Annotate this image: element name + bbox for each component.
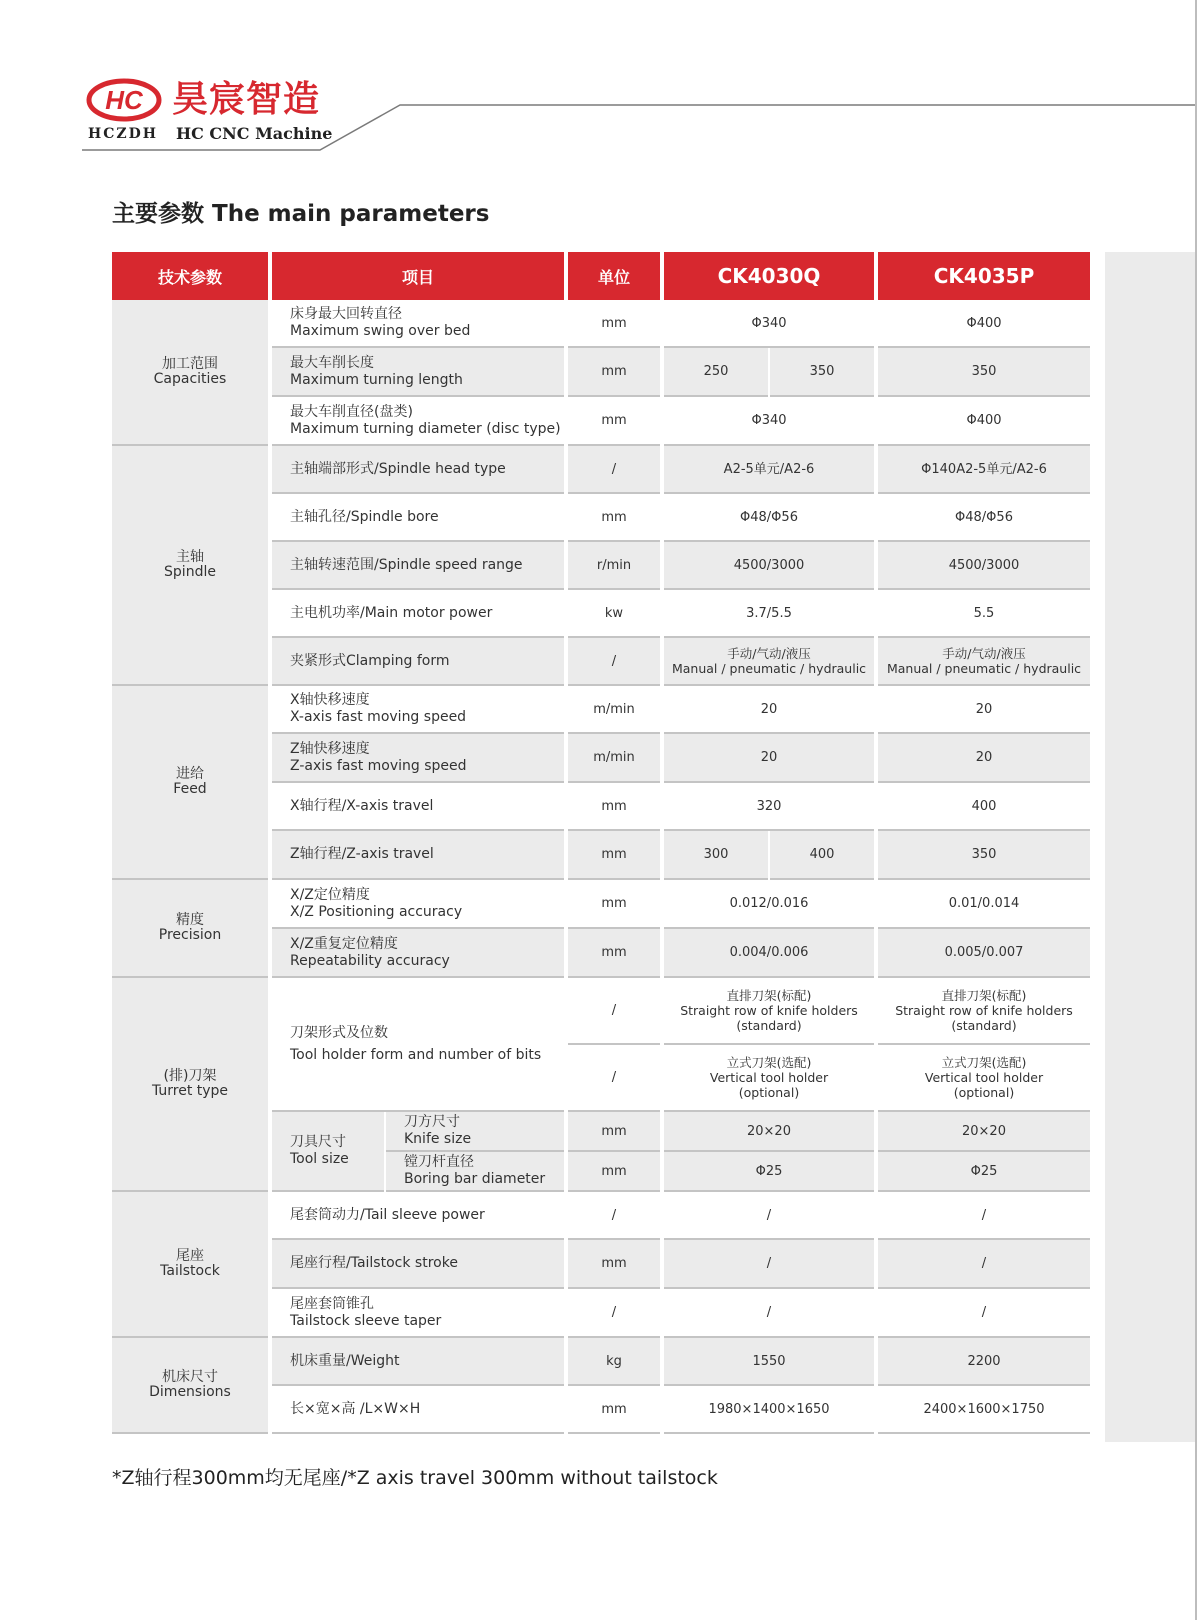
row-holder-item: 刀架形式及位数 Tool holder form and number of bits: [272, 978, 564, 1112]
row-weight-ck4030q: 1550: [664, 1338, 874, 1386]
row-tail-taper-ck4030q: /: [664, 1289, 874, 1338]
row-swing-ck4030q: Φ340: [664, 300, 874, 348]
row-holder-standard-ck4030q: 直排刀架(标配) Straight row of knife holders (standard): [664, 978, 874, 1045]
row-turn-dia-unit: mm: [568, 397, 660, 446]
row-holder-optional-ck4035p: 立式刀架(选配) Vertical tool holder (optional): [878, 1045, 1090, 1112]
row-x-travel-item: X轴行程/X-axis travel: [272, 783, 564, 831]
row-motor-unit: kw: [568, 590, 660, 638]
table-right-band: [1105, 252, 1195, 1442]
row-z-travel-unit: mm: [568, 831, 660, 880]
row-size-item: 长×宽×高 /L×W×H: [272, 1386, 564, 1434]
row-tail-stroke-ck4035p: /: [878, 1240, 1090, 1289]
row-z-speed-unit: m/min: [568, 734, 660, 783]
row-knife-size-ck4030q: 20×20: [664, 1112, 874, 1152]
row-z-travel-item: Z轴行程/Z-axis travel: [272, 831, 564, 880]
row-boring-bar-ck4035p: Φ25: [878, 1152, 1090, 1192]
group-capacities: 加工范围 Capacities: [112, 300, 268, 446]
header-tech-params: 技术参数: [112, 252, 268, 300]
row-swing-item: 床身最大回转直径 Maximum swing over bed: [272, 300, 564, 348]
row-turn-dia-item: 最大车削直径(盘类) Maximum turning diameter (disc type): [272, 397, 564, 446]
row-speed-item: 主轴转速范围/Spindle speed range: [272, 542, 564, 590]
row-x-travel-ck4030q: 320: [664, 783, 874, 831]
group-feed: 进给 Feed: [112, 686, 268, 880]
row-holder-unit-optional: /: [568, 1045, 660, 1112]
row-bore-unit: mm: [568, 494, 660, 542]
row-rep-acc-item: X/Z重复定位精度 Repeatability accuracy: [272, 929, 564, 978]
brand-name-cn: 昊宸智造: [172, 79, 321, 120]
group-turret: (排)刀架 Turret type: [112, 978, 268, 1192]
row-motor-ck4035p: 5.5: [878, 590, 1090, 638]
row-z-speed-item: Z轴快移速度 Z-axis fast moving speed: [272, 734, 564, 783]
group-dimensions: 机床尺寸 Dimensions: [112, 1338, 268, 1434]
row-swing-ck4035p: Φ400: [878, 300, 1090, 348]
row-turn-length-unit: mm: [568, 348, 660, 397]
row-holder-unit-standard: /: [568, 978, 660, 1045]
row-rep-acc-ck4030q: 0.004/0.006: [664, 929, 874, 978]
group-spindle: 主轴 Spindle: [112, 446, 268, 686]
header-unit: 单位: [568, 252, 660, 300]
row-knife-size-ck4035p: 20×20: [878, 1112, 1090, 1152]
row-clamp-item: 夹紧形式Clamping form: [272, 638, 564, 686]
row-bore-item: 主轴孔径/Spindle bore: [272, 494, 564, 542]
row-motor-ck4030q: 3.7/5.5: [664, 590, 874, 638]
row-tail-power-unit: /: [568, 1192, 660, 1240]
row-rep-acc-unit: mm: [568, 929, 660, 978]
row-pos-acc-ck4030q: 0.012/0.016: [664, 880, 874, 929]
row-holder-standard-ck4035p: 直排刀架(标配) Straight row of knife holders (standard): [878, 978, 1090, 1045]
row-x-speed-ck4030q: 20: [664, 686, 874, 734]
row-knife-size-label: 刀方尺寸 Knife size: [386, 1112, 564, 1152]
row-tool-size-item: 刀具尺寸 Tool size: [272, 1112, 384, 1192]
row-tail-power-ck4030q: /: [664, 1192, 874, 1240]
row-motor-item: 主电机功率/Main motor power: [272, 590, 564, 638]
row-tail-stroke-item: 尾座行程/Tailstock stroke: [272, 1240, 564, 1289]
row-tail-power-ck4035p: /: [878, 1192, 1090, 1240]
row-clamp-ck4030q: 手动/气动/液压 Manual / pneumatic / hydraulic: [664, 638, 874, 686]
row-tail-taper-item: 尾座套筒锥孔 Tailstock sleeve taper: [272, 1289, 564, 1338]
row-z-travel-ck4030q-b: 400: [770, 831, 874, 880]
page-edge-line: [1195, 0, 1197, 1620]
row-turn-length-ck4030q-b: 350: [770, 348, 874, 397]
row-head-type-unit: /: [568, 446, 660, 494]
row-boring-bar-label: 镗刀杆直径 Boring bar diameter: [386, 1152, 564, 1192]
row-turn-dia-ck4030q: Φ340: [664, 397, 874, 446]
row-tail-power-item: 尾套筒动力/Tail sleeve power: [272, 1192, 564, 1240]
brand-name-en: HC CNC Machine: [176, 124, 333, 143]
row-weight-item: 机床重量/Weight: [272, 1338, 564, 1386]
row-holder-optional-ck4030q: 立式刀架(选配) Vertical tool holder (optional): [664, 1045, 874, 1112]
brand-abbr: HCZDH: [88, 126, 158, 142]
row-pos-acc-item: X/Z定位精度 X/Z Positioning accuracy: [272, 880, 564, 929]
row-tail-taper-unit: /: [568, 1289, 660, 1338]
row-tail-taper-ck4035p: /: [878, 1289, 1090, 1338]
row-speed-ck4030q: 4500/3000: [664, 542, 874, 590]
row-tail-stroke-ck4030q: /: [664, 1240, 874, 1289]
row-clamp-ck4035p: 手动/气动/液压 Manual / pneumatic / hydraulic: [878, 638, 1090, 686]
row-size-ck4035p: 2400×1600×1750: [878, 1386, 1090, 1434]
row-bore-ck4030q: Φ48/Φ56: [664, 494, 874, 542]
row-head-type-ck4035p: Φ140A2-5单元/A2-6: [878, 446, 1090, 494]
row-x-speed-item: X轴快移速度 X-axis fast moving speed: [272, 686, 564, 734]
row-head-type-ck4030q: A2-5单元/A2-6: [664, 446, 874, 494]
header-item: 项目: [272, 252, 564, 300]
row-z-speed-ck4030q: 20: [664, 734, 874, 783]
row-rep-acc-ck4035p: 0.005/0.007: [878, 929, 1090, 978]
row-x-speed-ck4035p: 20: [878, 686, 1090, 734]
section-title: 主要参数 The main parameters: [112, 201, 490, 227]
row-z-travel-ck4035p: 350: [878, 831, 1090, 880]
row-pos-acc-ck4035p: 0.01/0.014: [878, 880, 1090, 929]
row-x-travel-ck4035p: 400: [878, 783, 1090, 831]
group-precision: 精度 Precision: [112, 880, 268, 978]
row-boring-bar-unit: mm: [568, 1152, 660, 1192]
row-swing-unit: mm: [568, 300, 660, 348]
row-size-ck4030q: 1980×1400×1650: [664, 1386, 874, 1434]
hc-logo-icon: [86, 78, 162, 122]
row-weight-unit: kg: [568, 1338, 660, 1386]
footnote: *Z轴行程300mm均无尾座/*Z axis travel 300mm without tailstock: [112, 1467, 718, 1489]
row-x-travel-unit: mm: [568, 783, 660, 831]
row-turn-length-ck4030q-a: 250: [664, 348, 768, 397]
row-x-speed-unit: m/min: [568, 686, 660, 734]
row-speed-unit: r/min: [568, 542, 660, 590]
row-head-type-item: 主轴端部形式/Spindle head type: [272, 446, 564, 494]
row-turn-length-ck4035p: 350: [878, 348, 1090, 397]
row-turn-dia-ck4035p: Φ400: [878, 397, 1090, 446]
row-pos-acc-unit: mm: [568, 880, 660, 929]
row-tail-stroke-unit: mm: [568, 1240, 660, 1289]
row-z-travel-ck4030q-a: 300: [664, 831, 768, 880]
row-clamp-unit: /: [568, 638, 660, 686]
row-boring-bar-ck4030q: Φ25: [664, 1152, 874, 1192]
group-tailstock: 尾座 Tailstock: [112, 1192, 268, 1338]
header-model-ck4030q: CK4030Q: [664, 252, 874, 300]
row-knife-size-unit: mm: [568, 1112, 660, 1152]
row-z-speed-ck4035p: 20: [878, 734, 1090, 783]
row-speed-ck4035p: 4500/3000: [878, 542, 1090, 590]
row-bore-ck4035p: Φ48/Φ56: [878, 494, 1090, 542]
header-model-ck4035p: CK4035P: [878, 252, 1090, 300]
row-turn-length-item: 最大车削长度 Maximum turning length: [272, 348, 564, 397]
row-size-unit: mm: [568, 1386, 660, 1434]
logo-text: HC: [105, 85, 143, 115]
row-weight-ck4035p: 2200: [878, 1338, 1090, 1386]
